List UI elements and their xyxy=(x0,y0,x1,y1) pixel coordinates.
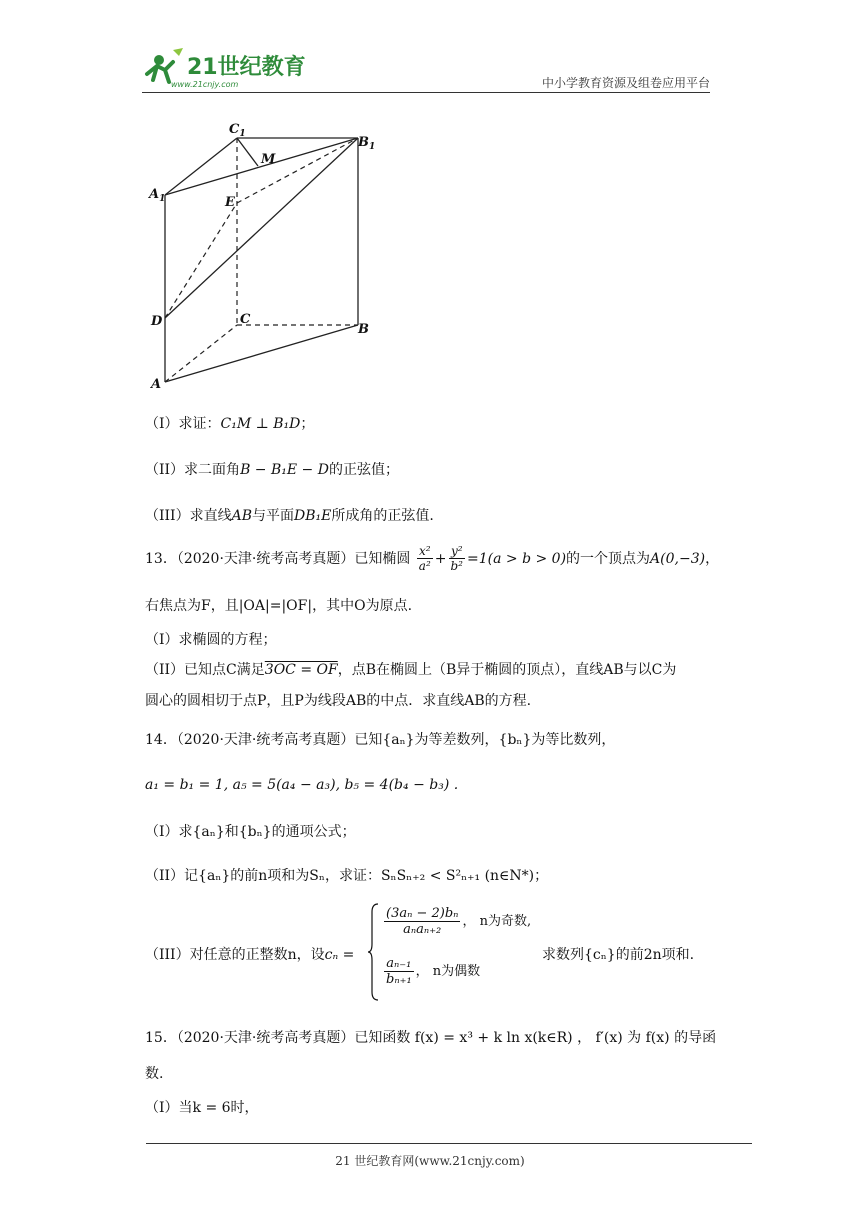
label-m: M xyxy=(261,152,276,167)
header-divider xyxy=(142,92,710,93)
q13-intro: 13．（2020·天津·统考高考真题）已知椭圆 $\frac{\text{x²}}{\text{a²}}$ + $\frac{\text{y²}}{\text{b²}}$ =1(a > b > 0)的一个顶点为A(0,−3)， xyxy=(145,544,720,574)
site-logo xyxy=(143,44,313,90)
label-a1: A xyxy=(149,187,160,202)
q14-part3-suffix: 求数列{cₙ}的前2n项和. xyxy=(542,947,695,963)
q14-part2: （II）记{aₙ}的前n项和为Sₙ，求证：SₙSₙ₊₂ < S²ₙ₊₁ (n∈N*)； xyxy=(145,868,549,884)
q14-condition: a₁ = b₁ = 1, a₅ = 5(a₄ − a₃), b₅ = 4(b₄ − b₃) . xyxy=(145,777,459,793)
q14-piecewise-brace xyxy=(368,902,380,1006)
logo-text: 21世纪教育 xyxy=(187,55,306,80)
q12-part1: （I）求证：C₁M ⊥ B₁D； xyxy=(145,416,315,432)
q14-part1: （I）求{aₙ}和{bₙ}的通项公式； xyxy=(145,824,356,840)
q14-case-even: $\frac{\text{aₙ₋₁}}{\text{bₙ₊₁}}$ ， n为偶数 xyxy=(386,956,481,987)
header-platform-text: 中小学教育资源及组卷应用平台 xyxy=(541,76,710,90)
logo-url: www.21cnjy.com xyxy=(171,80,239,89)
q12-part2: （II）求二面角B − B₁E − D的正弦值； xyxy=(145,462,399,478)
label-e: E xyxy=(225,195,235,210)
label-c: C xyxy=(240,312,251,327)
q14-case-odd: $\frac{\text{(3aₙ − 2)bₙ}}{\text{aₙaₙ₊₂}}$ ， n为奇数, xyxy=(386,906,532,937)
label-a: A xyxy=(151,377,162,392)
q15-part1: （I）当k = 6时， xyxy=(145,1100,259,1116)
footer-divider xyxy=(146,1143,752,1144)
q12-part3: （III）求直线AB与平面DB₁E所成角的正弦值. xyxy=(145,508,434,524)
label-d: D xyxy=(151,314,163,329)
q13-part2-cont: 圆心的圆相切于点P，且P为线段AB的中点．求直线AB的方程. xyxy=(145,693,532,709)
prism-figure xyxy=(145,118,385,397)
q13-part1: （I）求椭圆的方程； xyxy=(145,632,277,648)
q15-intro: 15．（2020·天津·统考高考真题）已知函数 f(x) = x³ + k ln x(k∈R) ， f′(x) 为 f(x) 的导函 xyxy=(145,1030,717,1046)
footer-text: 21 世纪教育网(www.21cnjy.com) xyxy=(335,1154,525,1168)
svg-text:B1: $B_1$ xyxy=(358,135,376,152)
svg-text:A1: $A_1$ xyxy=(149,187,166,204)
q14-part3-prefix: （III）对任意的正整数n，设cₙ = xyxy=(145,947,355,963)
svg-text:C1: $C_1$ xyxy=(229,122,246,139)
runner-logo-icon xyxy=(143,44,313,90)
q13-line2: 右焦点为F，且|OA|=|OF|，其中O为原点. xyxy=(145,598,413,614)
label-c1: C xyxy=(229,122,240,137)
q13-part2: （II）已知点C满足3OC = OF，点B在椭圆上（B异于椭圆的顶点），直线AB与以C为 xyxy=(145,662,677,678)
label-b: B xyxy=(358,322,369,337)
label-b1: B xyxy=(358,135,369,150)
q14-intro: 14．（2020·天津·统考高考真题）已知{aₙ}为等差数列，{bₙ}为等比数列， xyxy=(145,732,616,748)
q15-line2: 数. xyxy=(145,1066,164,1082)
